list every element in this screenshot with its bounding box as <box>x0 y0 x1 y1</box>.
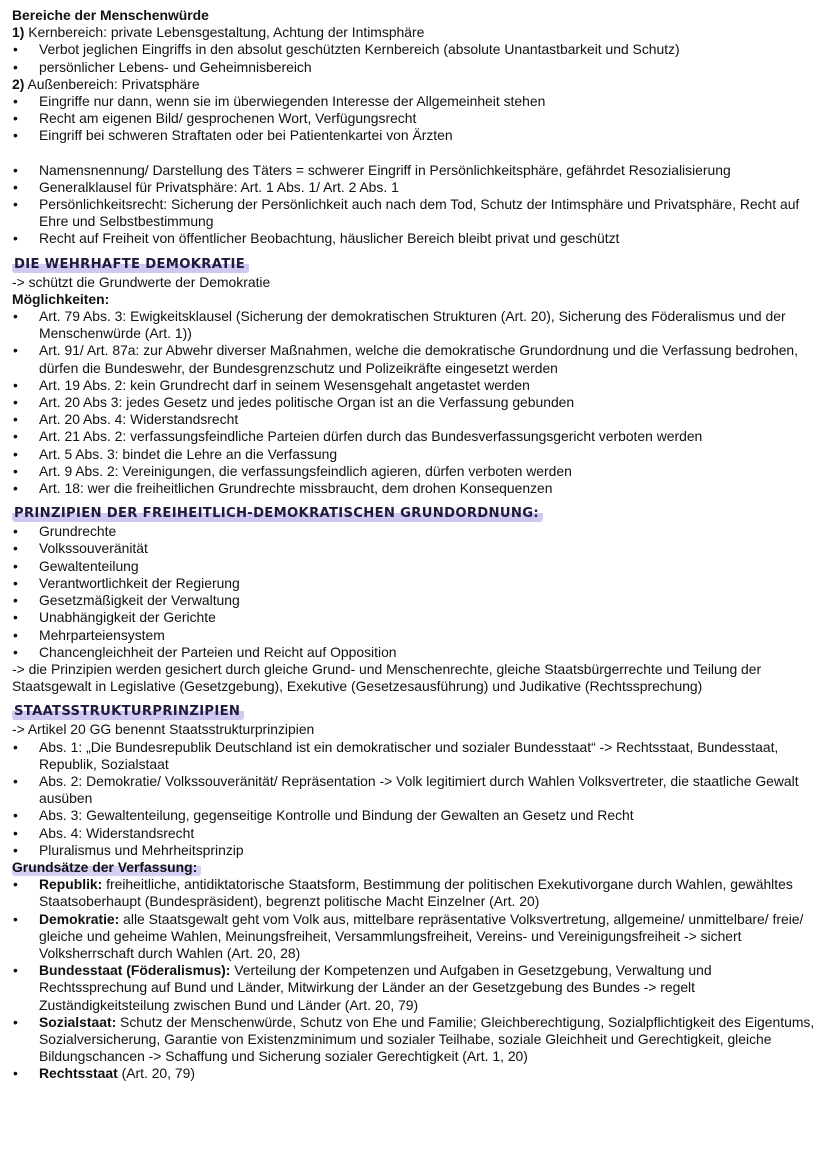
list-item: • Namensnennung/ Darstellung des Täters = schwerer Eingriff in Persönlichkeitsphäre, gefährdet Resozialisierung <box>12 162 822 179</box>
document-page <box>12 7 822 1083</box>
section-title-menschenwuerde: Bereiche der Menschenwürde <box>12 7 209 23</box>
artikel20-list <box>12 739 822 859</box>
kernbereich-text: Kernbereich: private Lebensgestaltung, Achtung der Intimsphäre <box>24 24 425 41</box>
staatsstruktur-intro: -> Artikel 20 GG benennt Staatsstrukturprinzipien <box>12 721 315 738</box>
list-item: • Eingriff bei schweren Straftaten oder bei Patientenkartei von Ärzten <box>12 127 822 144</box>
list-item: • Eingriffe nur dann, wenn sie im überwiegenden Interesse der Allgemeinheit stehen <box>12 93 822 110</box>
aussenbereich-list <box>12 93 822 145</box>
principle-text: Verteilung der Kompetenzen und Aufgaben in Gesetzgebung, Verwaltung und Rechtssprechung auf Bund und Länder, Mitwirkung der Länder an der Gesetzgebung des Bundes -> regelt Zuständigkeitsteilung zwischen Bund und Länder (Art. 20, 79) <box>39 962 712 1013</box>
grundsaetze-label: Grundsätze der Verfassung: <box>12 859 201 876</box>
list-item: • Art. 21 Abs. 2: verfassungsfeindliche Parteien dürfen durch das Bundesverfassungsgericht verboten werden <box>12 428 822 445</box>
list-item: • Art. 20 Abs 3: jedes Gesetz und jedes politische Organ ist an die Verfassung gebunden <box>12 394 822 411</box>
list-item: • Recht am eigenen Bild/ gesprochenen Wort, Verfügungsrecht <box>12 110 822 127</box>
list-item: • Art. 9 Abs. 2: Vereinigungen, die verfassungsfeindlich agieren, dürfen verboten werden <box>12 463 822 480</box>
heading-wehrhafte-demokratie: DIE WEHRHAFTE DEMOKRATIE <box>12 257 249 273</box>
principle-term: Bundesstaat (Föderalismus): <box>39 962 231 979</box>
list-item: • Recht auf Freiheit von öffentlicher Beobachtung, häuslicher Bereich bleibt privat und geschützt <box>12 230 822 247</box>
list-item: • Gesetzmäßigkeit der Verwaltung <box>12 592 822 609</box>
list-item: • Gewaltenteilung <box>12 558 822 575</box>
prinzipien-note: -> die Prinzipien werden gesichert durch gleiche Grund- und Menschenrechte, gleiche Staatsbürgerrechte und Teilung der Staatsgewalt in Legislative (Gesetzgebung), Exekutive (Gesetzesausführung) und Judikative (Rechtssprechung) <box>12 660 762 695</box>
spacer <box>12 145 822 162</box>
list-item: • Pluralismus und Mehrheitsprinzip <box>12 842 822 859</box>
aussenbereich-number: 2) <box>12 75 25 92</box>
list-item: • Unabhängigkeit der Gerichte <box>12 609 822 626</box>
list-item: • Art. 91/ Art. 87a: zur Abwehr diverser Maßnahmen, welche die demokratische Grundordnung und die Verfassung bedrohen, dürfen die Bundeswehr, der Bundesgrenzschutz und Polizeikräfte eingesetzt werden <box>12 342 822 376</box>
kernbereich-line <box>12 24 822 41</box>
principle-term: Sozialstaat: <box>39 1013 117 1030</box>
list-item: • persönlicher Lebens- und Geheimnisbereich <box>12 59 822 76</box>
list-item: • Grundrechte <box>12 523 822 540</box>
principle-republik <box>12 876 822 910</box>
principle-term: Demokratie: <box>39 910 120 927</box>
prinzipien-list <box>12 523 822 661</box>
wehrhafte-intro: -> schützt die Grundwerte der Demokratie <box>12 273 271 290</box>
kernbereich-number: 1) <box>12 24 25 41</box>
list-item: • Abs. 1: „Die Bundesrepublik Deutschland ist ein demokratischer und sozialer Bundesstaat“ -> Rechtsstaat, Bundesstaat, Republik, Sozialstaat <box>12 739 822 773</box>
list-item: • Art. 79 Abs. 3: Ewigkeitsklausel (Sicherung der demokratischen Strukturen (Art. 20), Sicherung des Föderalismus und der Menschenwürde (Art. 1)) <box>12 308 822 342</box>
grundsaetze-list <box>12 876 822 1082</box>
list-item: • Art. 19 Abs. 2: kein Grundrecht darf in seinem Wesensgehalt angetastet werden <box>12 377 822 394</box>
list-item: • Art. 18: wer die freiheitlichen Grundrechte missbraucht, dem drohen Konsequenzen <box>12 480 822 497</box>
list-item: • Volkssouveränität <box>12 540 822 557</box>
aussenbereich-line <box>12 76 822 93</box>
principle-sozialstaat <box>12 1014 822 1066</box>
principle-text: Schutz der Menschenwürde, Schutz von Ehe und Familie; Gleichberechtigung, Sozialpflichtigkeit des Eigentums, Sozialversicherung, Garantie von Existenzminimum und sozialer Teilhabe, soziale Gleichheit und Gerechtigkeit, gleiche Bildungschancen -> Schaffung und Sicherung sozialer Gerechtigkeit (Art. 1, 20) <box>39 1013 815 1065</box>
moeglichkeiten-label: Möglichkeiten: <box>12 290 110 307</box>
principle-text: freiheitliche, antidiktatorische Staatsform, Bestimmung der politischen Exekutivorgane durch Wahlen, gewähltes Staatsoberhaupt (Bundespräsident), begrenzt politische Macht Einzelner (Art. 20) <box>39 876 793 910</box>
list-item: • Abs. 2: Demokratie/ Volkssouveränität/ Repräsentation -> Volk legitimiert durch Wahlen Volksvertreter, die staatliche Gewalt ausüben <box>12 773 822 807</box>
principle-rechtsstaat <box>12 1065 822 1082</box>
list-item: • Chancengleichheit der Parteien und Reicht auf Opposition <box>12 644 822 661</box>
list-item: • Persönlichkeitsrecht: Sicherung der Persönlichkeit auch nach dem Tod, Schutz der Intimsphäre und Privatsphäre, Recht auf Ehre und Selbstbestimmung <box>12 196 822 230</box>
list-item: • Generalklausel für Privatsphäre: Art. 1 Abs. 1/ Art. 2 Abs. 1 <box>12 179 822 196</box>
principle-text: alle Staatsgewalt geht vom Volk aus, mittelbare repräsentative Volksvertretung, allgemeine/ unmittelbare/ freie/ gleiche und geheime Wahlen, Meinungsfreiheit, Versammlungsfreiheit, Vereins- und Vereinigungsfreiheit -> sichert Volksherrschaft durch Wahlen (Art. 20, 28) <box>39 910 804 961</box>
heading-fdgo-prinzipien: PRINZIPIEN DER FREIHEITLICH-DEMOKRATISCHEN GRUNDORDNUNG: <box>12 506 543 522</box>
list-item: • Abs. 4: Widerstandsrecht <box>12 825 822 842</box>
privatsphaere-list <box>12 162 822 248</box>
principle-demokratie <box>12 911 822 963</box>
list-item: • Verantwortlichkeit der Regierung <box>12 575 822 592</box>
heading-staatsstrukturprinzipien: STAATSSTRUKTURPRINZIPIEN <box>12 704 244 720</box>
kernbereich-list <box>12 41 822 75</box>
list-item: • Art. 5 Abs. 3: bindet die Lehre an die Verfassung <box>12 446 822 463</box>
principle-term: Rechtsstaat <box>39 1065 118 1082</box>
list-item: • Verbot jeglichen Eingriffs in den absolut geschützten Kernbereich (absolute Unantastbarkeit und Schutz) <box>12 41 822 58</box>
aussenbereich-text: Außenbereich: Privatsphäre <box>24 75 200 92</box>
moeglichkeiten-list <box>12 308 822 497</box>
list-item: • Art. 20 Abs. 4: Widerstandsrecht <box>12 411 822 428</box>
principle-text: (Art. 20, 79) <box>117 1065 195 1082</box>
list-item: • Abs. 3: Gewaltenteilung, gegenseitige Kontrolle und Bindung der Gewalten an Gesetz und Recht <box>12 807 822 824</box>
principle-term: Republik: <box>39 876 103 893</box>
principle-bundesstaat <box>12 962 822 1014</box>
list-item: • Mehrparteiensystem <box>12 627 822 644</box>
